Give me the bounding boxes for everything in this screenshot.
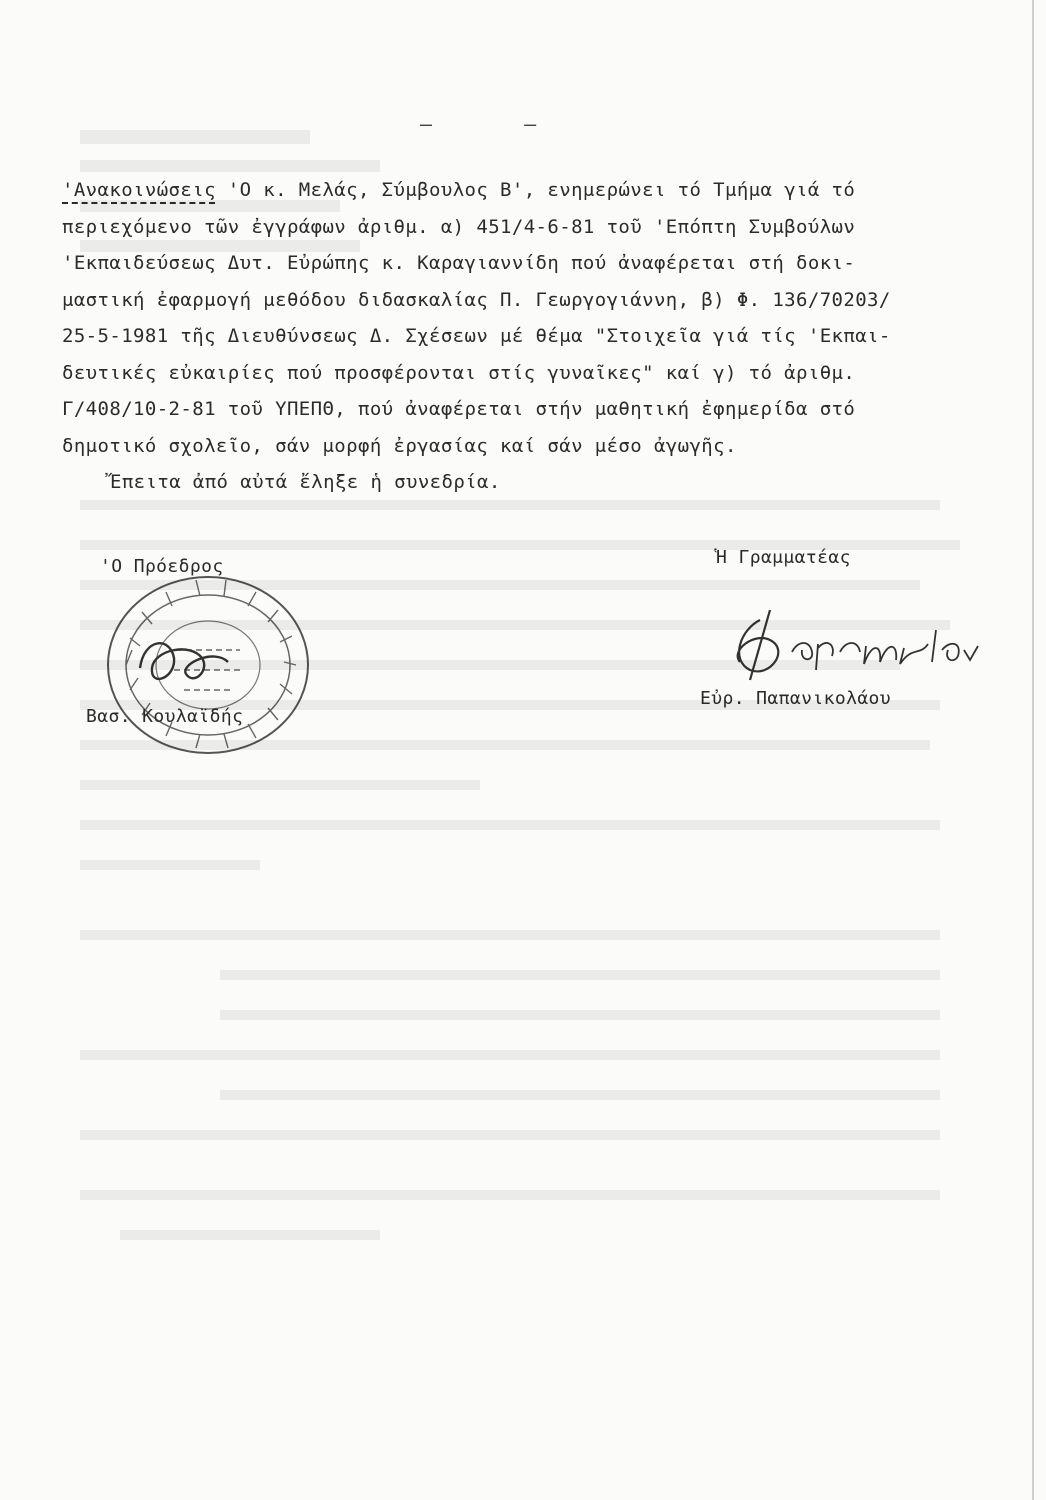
- secretary-signature: [700, 600, 980, 690]
- page-edge: [1032, 0, 1034, 1500]
- body-line-8: δημοτικό σχολεῖο, σάν μορφή ἐργασίας καί σάν μέσο ἀγωγῆς.: [62, 434, 737, 457]
- chair-name: Βασ. Κουλαϊδής: [86, 706, 244, 727]
- body-line-4: μαστική ἐφαρμογή μεθόδου διδασκαλίας Π. Γεωργογιάννη, β) Φ. 136/70203/: [62, 288, 891, 311]
- announcement-body: [62, 172, 1002, 501]
- announcement-heading: 'Ανακοινώσεις: [62, 179, 216, 201]
- chair-signature: [130, 628, 240, 698]
- body-line-2: περιεχόμενο τῶν ἐγγράφων ἀριθμ. α) 451/4-6-81 τοῦ 'Επόπτη Συμβούλων: [62, 215, 856, 238]
- chair-title: 'Ο Πρόεδρος: [100, 556, 224, 577]
- body-line-3: 'Εκπαιδεύσεως Δυτ. Εὐρώπης κ. Καραγιαννίδη πού ἀναφέρεται στή δοκι-: [62, 252, 856, 274]
- header-dash-mark: — —: [420, 112, 577, 136]
- body-line-1: [62, 172, 1002, 209]
- body-line-5: 25-5-1981 τῆς Διευθύνσεως Δ. Σχέσεων μέ θέμα "Στοιχεῖα γιά τίς 'Εκπαι-: [62, 325, 891, 347]
- body-line-1-text: 'Ο κ. Μελάς, Σύμβουλος Β', ενημερώνει τό Τμήμα γιά τό: [215, 179, 856, 201]
- secretary-name: Εὐρ. Παπανικολάου: [700, 688, 892, 709]
- secretary-title: Ἡ Γραμματέας: [716, 547, 851, 568]
- body-line-7: Γ/408/10-2-81 τοῦ ΥΠΕΠΘ, πού ἀναφέρεται στήν μαθητική ἐφημερίδα στό: [62, 398, 856, 420]
- body-line-6: δευτικές εὐκαιρίες πού προσφέρονται στίς γυναῖκες" καί γ) τό ἀριθμ.: [62, 361, 856, 384]
- closing-line: Ἔπειτα ἀπό αὐτά ἔληξε ἡ συνεδρία.: [110, 471, 501, 493]
